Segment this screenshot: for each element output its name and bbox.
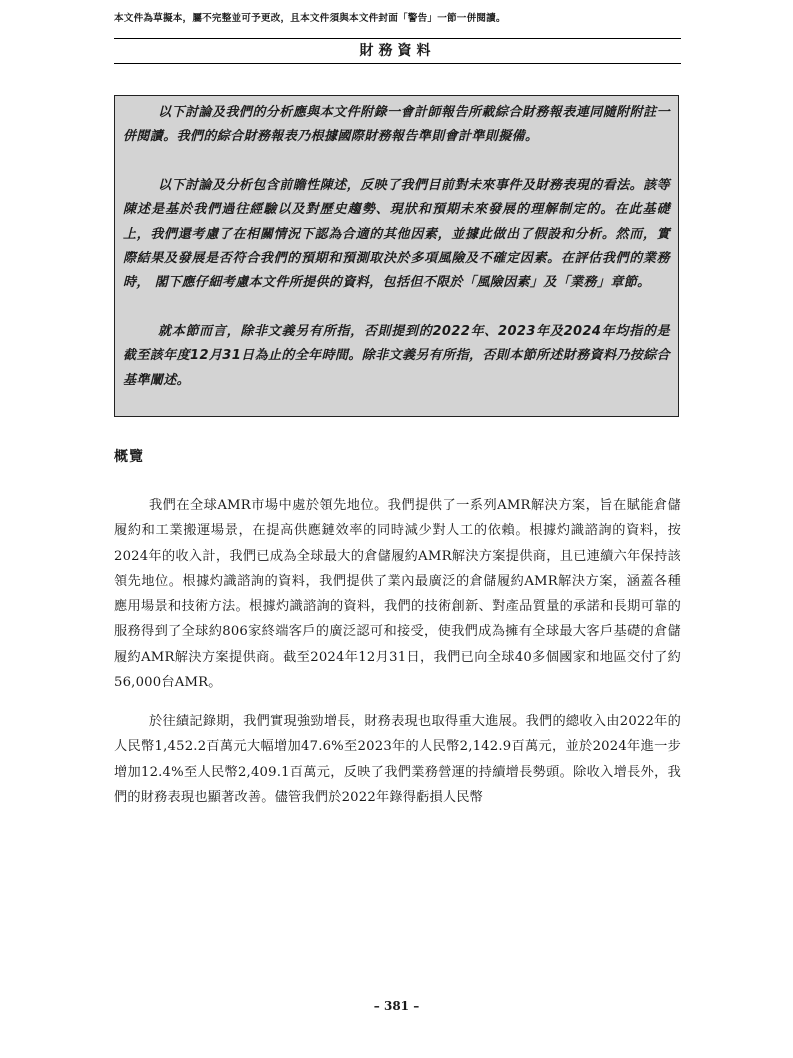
header-top-rule	[114, 38, 681, 39]
notice-box	[114, 95, 679, 417]
header-bottom-rule	[114, 63, 681, 64]
overview-paragraph: 我們在全球AMR市場中處於領先地位。我們提供了一系列AMR解決方案，旨在賦能倉儲履約和工業搬運場景，在提高供應鏈效率的同時減少對人工的依賴。根據灼識諮詢的資料，按2024年的收入計，我們已成為全球最大的倉儲履約AMR解決方案提供商，且已連續六年保持該領先地位。根據灼識諮詢的資料，我們提供了業內最廣泛的倉儲履約AMR解決方案，涵蓋各種應用場景和技術方法。根據灼識諮詢的資料，我們的技術創新、對產品質量的承諾和長期可靠的服務得到了全球約806家終端客戶的廣泛認可和接受，使我們成為擁有全球最大客戶基礎的倉儲履約AMR解決方案提供商。截至2024年12月31日，我們已向全球40多個國家和地區交付了約56,000台AMR。	[114, 498, 681, 691]
notice-paragraph: 以下討論及我們的分析應與本文件附錄一會計師報告所載綜合財務報表連同隨附附註一併閱讀。我們的綜合財務報表乃根據國際財務報告準則會計準則擬備。	[123, 105, 670, 145]
page-number: – 381 –	[373, 999, 420, 1013]
notice-paragraph: 以下討論及分析包含前瞻性陳述，反映了我們目前對未來事件及財務表現的看法。該等陳述是基於我們過往經驗以及對歷史趨勢、現狀和預期未來發展的理解制定的。在此基礎上，我們還考慮了在相關情況下認為合適的其他因素，並據此做出了假設和分析。然而，實際結果及發展是否符合我們的預期和預測取決於多項風險及不確定因素。在評估我們的業務時， 閣下應仔細考慮本文件所提供的資料，包括但不限於「風險因素」及「業務」章節。	[123, 177, 670, 291]
section-title: 財務資料	[359, 43, 436, 59]
overview-heading: 概覽	[114, 449, 144, 465]
overview-paragraph: 於往績記錄期，我們實現強勁增長，財務表現也取得重大進展。我們的總收入由2022年的人民幣1,452.2百萬元大幅增加47.6%至2023年的人民幣2,142.9百萬元，並於2024年進一步增加12.4%至人民幣2,409.1百萬元，反映了我們業務營運的持續增長勢頭。除收入增長外，我們的財務表現也顯著改善。儘管我們於2022年錄得虧損人民幣	[114, 714, 681, 805]
draft-disclaimer: 本文件為草擬本，屬不完整並可予更改，且本文件須與本文件封面「警告」一節一併閱讀。	[114, 13, 506, 24]
notice-paragraph: 就本節而言，除非文義另有所指，否則提到的2022年、2023年及2024年均指的是截至該年度12月31日為止的全年時間。除非文義另有所指，否則本節所述財務資料乃按綜合基準闡述。	[123, 323, 670, 388]
